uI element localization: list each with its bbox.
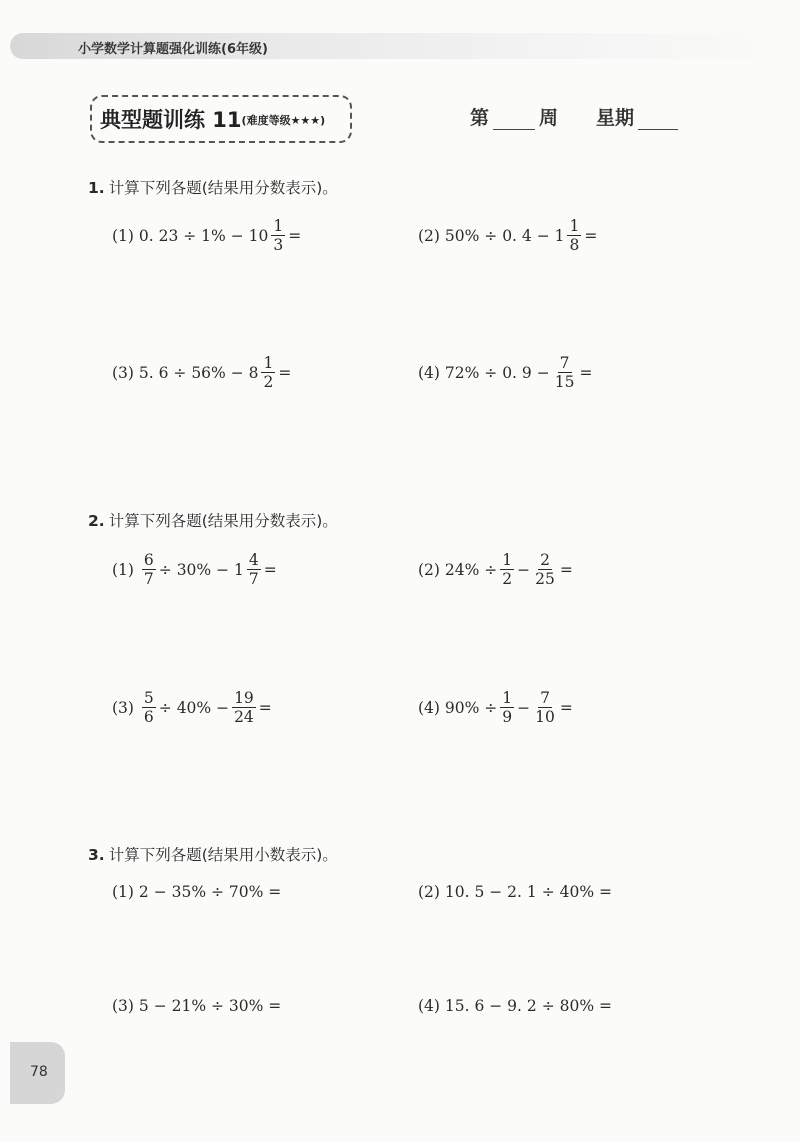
fraction: $\frac{2}{25}$ bbox=[535, 551, 555, 589]
problem-3-1: (1) 2 − 35% ÷ 70% = bbox=[112, 883, 282, 901]
problem-2-2: (2) 24% ÷ $\frac{1}{2}$ − $\frac{2}{25}$ = bbox=[418, 551, 573, 589]
fraction: $\frac{1}{2}$ bbox=[263, 354, 274, 392]
problem-2-4: (4) 90% ÷ $\frac{1}{9}$ − $\frac{7}{10}$ = bbox=[418, 689, 573, 727]
problem-1-1: (1) 0. 23 ÷ 1% − 10 $\frac{1}{3}$ = bbox=[112, 217, 302, 255]
fraction: $\frac{7}{15}$ bbox=[554, 354, 575, 392]
page-number: 78 bbox=[30, 1064, 48, 1080]
fraction: $\frac{1}{8}$ bbox=[569, 217, 580, 255]
problem-3-2: (2) 10. 5 − 2. 1 ÷ 40% = bbox=[418, 883, 612, 901]
problem-2-1: (1) $\frac{6}{7}$ ÷ 30% − 1 $\frac{4}{7}$ = bbox=[112, 551, 277, 589]
difficulty-label: (难度等级★★★) bbox=[241, 114, 326, 127]
section-3-title: 3. 计算下列各题(结果用小数表示)。 bbox=[88, 846, 338, 864]
fraction: $\frac{1}{3}$ bbox=[273, 217, 284, 255]
fraction: $\frac{19}{24}$ bbox=[234, 689, 254, 727]
week-prefix: 第 bbox=[470, 107, 490, 129]
exercise-title bbox=[100, 104, 325, 134]
fraction: $\frac{6}{7}$ bbox=[143, 551, 154, 589]
weekday-blank bbox=[638, 107, 678, 130]
problem-3-3: (3) 5 − 21% ÷ 30% = bbox=[112, 997, 282, 1015]
exercise-title-text: 典型题训练 11 bbox=[100, 108, 242, 132]
fraction: $\frac{4}{7}$ bbox=[248, 551, 259, 589]
book-title: 小学数学计算题强化训练(6年级) bbox=[78, 42, 268, 57]
fraction: $\frac{7}{10}$ bbox=[535, 689, 555, 727]
fraction: $\frac{1}{2}$ bbox=[502, 551, 513, 589]
problem-1-2: (2) 50% ÷ 0. 4 − 1 $\frac{1}{8}$ = bbox=[418, 217, 598, 255]
section-2-title: 2. 计算下列各题(结果用分数表示)。 bbox=[88, 512, 338, 530]
problem-1-3: (3) 5. 6 ÷ 56% − 8 $\frac{1}{2}$ = bbox=[112, 354, 292, 392]
week-field bbox=[470, 103, 682, 130]
problem-1-4: (4) 72% ÷ 0. 9 − $\frac{7}{15}$ = bbox=[418, 354, 593, 392]
week-suffix: 周 bbox=[539, 107, 559, 129]
week-blank bbox=[493, 107, 535, 130]
problem-2-3: (3) $\frac{5}{6}$ ÷ 40% − $\frac{19}{24}$ = bbox=[112, 689, 272, 727]
weekday-label: 星期 bbox=[596, 107, 635, 129]
fraction: $\frac{1}{9}$ bbox=[502, 689, 513, 727]
section-1-title: 1. 计算下列各题(结果用分数表示)。 bbox=[88, 179, 338, 197]
fraction: $\frac{5}{6}$ bbox=[143, 689, 154, 727]
problem-3-4: (4) 15. 6 − 9. 2 ÷ 80% = bbox=[418, 997, 612, 1015]
